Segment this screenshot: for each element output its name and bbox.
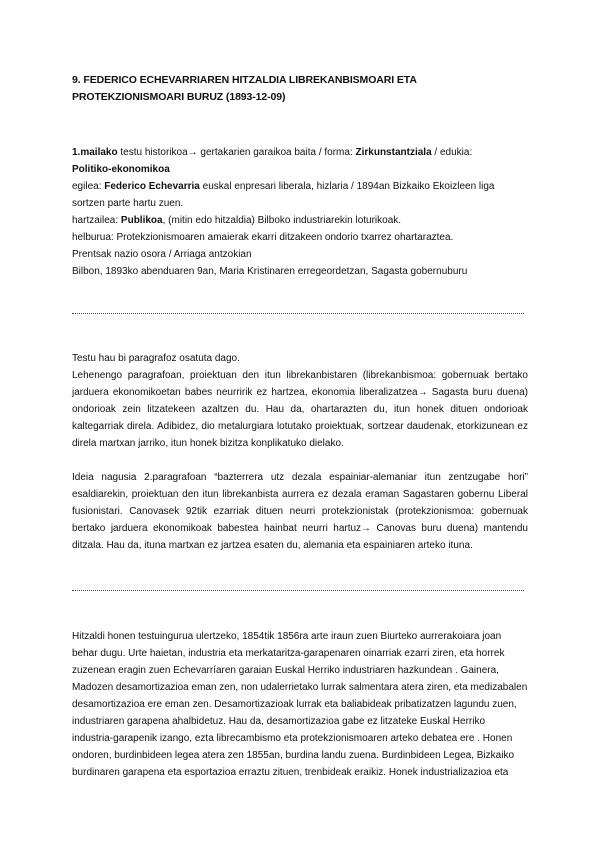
- divider-2: [72, 590, 524, 591]
- meta-line-prentsa: Prentsak nazio osora / Arriaga antzokian: [72, 249, 252, 260]
- metadata-block: [72, 144, 528, 280]
- section-context: [72, 628, 528, 781]
- hartzailea-text: , (mitin edo hitzaldia) Bilboko industriarekin loturikoak.: [162, 215, 402, 226]
- structure-paragraph-2: Ideia nagusia 2.paragrafoan “bazterrera utz dezala espainiar-alemaniar itun zentzugabe hori” esaldiarekin, proiektuan den itun librekanbista aurrera ez dezala eraman Sagastaren gobernu Liberal fusionistari. Canovasek 92tik ezarriak dituen neurri protekzionistak (protekzionismoa: gobernuak bertako jarduera ekonomikoak babestea hainbat neurri hartuz→ Canovas buru duena) mantendu ditzala. Hau da, ituna martxan ez jartzea esaten du, alemania eta espainiaren arteko ituna.: [72, 472, 528, 551]
- meta-line-level: [72, 144, 528, 161]
- edukia-label: / edukia:: [431, 147, 473, 158]
- egilea-name: Federico Echevarria: [104, 181, 200, 192]
- hartzailea-label: hartzailea:: [72, 215, 121, 226]
- meta-line-hartzailea: [72, 212, 528, 229]
- level-label: 1.mailako: [72, 147, 118, 158]
- structure-paragraph-1: Lehenengo paragrafoan, proiektuan den itun librekanbistaren (librekanbismoa: gobernuak bertako jarduera ekonomikoetan babes neurririk ez hartzea, ekonomia liberalizatzea→ Sagasta buru duena) ondorioak zein litzatekeen azaltzen du. Hau da, ohartarazten du, itun honek dituen ondorioak kaltegarriak direla. Adibidez, dio metalurgiara lotutako proiektuak, sortzear daudenak, etorkizunean ez direla martxan jarriko, itun honek bizitza konplikatuko dielako.: [72, 370, 528, 449]
- context-paragraph: Hitzaldi honen testuingurua ulertzeko, 1854tik 1856ra arte iraun zuen Biurteko aurrerakoiara joan behar dugu. Urte haietan, industria eta merkataritza-garapenaren oinarriak ezarri ziren, eta horrek zuzenean eragin zuen Echevarríaren garaian Euskal Herriko industriaren hazkundean . Gainera, Madozen desamortizazioa eman zen, non udalerrietako lurrak salmentara atera ziren, eta medizabalen desamortizazioa ere eman zen. Desamortizazioak lurrak eta baliabideak pribatizatzen lagundu zuen, industriaren garapena ahalbidetuz. Hau da, desamortizazioa gabe ez litzateke Euskal Herriko industria-garapenik izango, ezta librecambismo eta protekzionismoaren arteko debatea ere . Honen ondoren, burdinbideen legea atera zen 1855an, burdina landu zuena. Burdinbideen Legea, Bizkaiko burdinaren garapena eta esportazioa erraztu zituen, trenbideak eraikiz. Honek industrializazioa eta: [72, 631, 528, 778]
- structure-intro: Testu hau bi paragrafoz osatuta dago.: [72, 353, 240, 364]
- hartzailea-value: Publikoa: [120, 215, 163, 226]
- forma-value: Zirkunstantziala: [355, 147, 432, 158]
- egilea-text: euskal enpresari liberala, hizlaria / 1894an Bizkaiko Ekoizleen liga sortzen parte hartu zuen.: [72, 181, 495, 209]
- divider-1: [72, 313, 524, 314]
- egilea-label: egilea:: [72, 181, 105, 192]
- document-title: 9. FEDERICO ECHEVARRIAREN HITZALDIA LIBREKANBISMOARI ETA PROTEKZIONISMOARI BURUZ (1893-12-09): [72, 74, 417, 103]
- level-text: testu historikoa→ gertakarien garaikoa baita / forma:: [117, 147, 356, 158]
- section-structure: [72, 350, 528, 554]
- meta-line-egilea: [72, 178, 528, 212]
- meta-line-helburua: helburua: Protekzionismoaren amaierak ekarri ditzakeen ondorio txarrez ohartaraztea.: [72, 232, 454, 243]
- meta-line-edukia: [72, 161, 528, 178]
- edukia-value: Politiko-ekonomikoa: [72, 164, 170, 175]
- meta-line-bilbon: Bilbon, 1893ko abenduaren 9an, Maria Kristinaren erregeordetzan, Sagasta gobernuburu: [72, 266, 468, 277]
